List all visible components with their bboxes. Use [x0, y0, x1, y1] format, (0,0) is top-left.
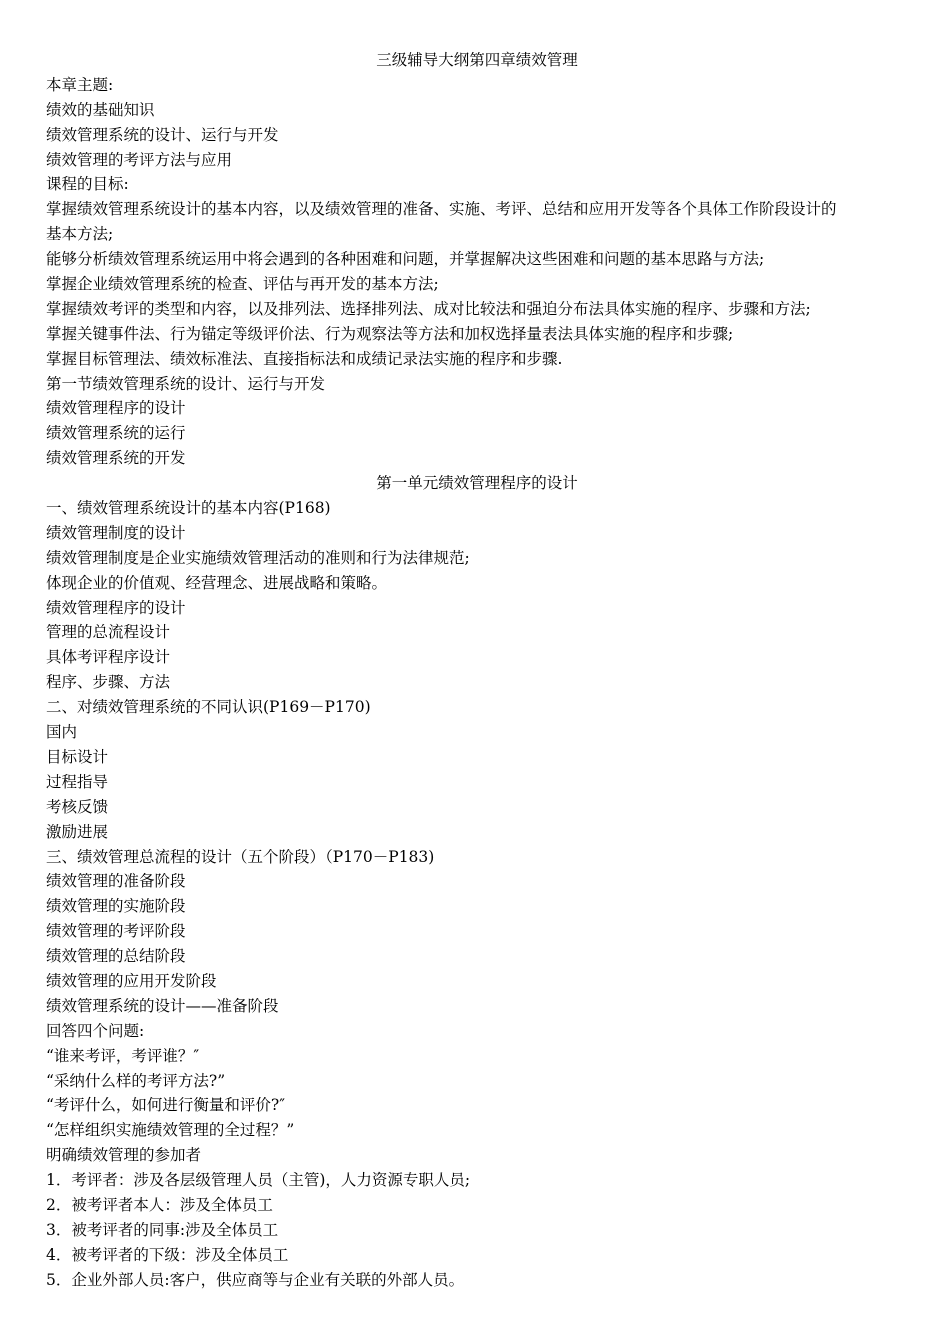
text-line: 4．被考评者的下级：涉及全体员工	[46, 1245, 289, 1264]
text-line: 一、绩效管理系统设计的基本内容(P168)	[46, 499, 331, 518]
text-line: 体现企业的价值观、经营理念、进展战略和策略。	[46, 573, 388, 592]
text-line: “谁来考评，考评谁？″	[46, 1046, 200, 1065]
text-line: 3．被考评者的同事:涉及全体员工	[46, 1220, 279, 1239]
text-line: “采纳什么样的考评方法?”	[46, 1071, 226, 1090]
text-line: 目标设计	[46, 747, 109, 766]
text-line: 绩效管理制度是企业实施绩效管理活动的准则和行为法律规范;	[46, 548, 470, 567]
text-line: 绩效管理的考评阶段	[46, 922, 186, 941]
text-line: 1．考评者：涉及各层级管理人员（主管)，人力资源专职人员;	[46, 1171, 471, 1190]
text-line: 掌握企业绩效管理系统的检查、评估与再开发的基本方法;	[46, 275, 439, 294]
text-line: 考核反馈	[46, 797, 109, 816]
text-line: 二、对绩效管理系统的不同认识(P169－P170)	[46, 698, 371, 717]
text-line: 课程的目标:	[46, 175, 129, 194]
text-line: 过程指导	[46, 772, 109, 791]
text-line: 回答四个问题:	[46, 1021, 145, 1040]
text-line: 2．被考评者本人：涉及全体员工	[46, 1195, 273, 1214]
text-line: 绩效管理系统的开发	[46, 449, 186, 468]
text-line: 程序、步骤、方法	[46, 673, 171, 692]
text-line: 三、绩效管理总流程的设计（五个阶段）（P170－P183)	[46, 847, 435, 866]
text-line: 绩效管理系统的设计——准备阶段	[46, 996, 279, 1015]
text-line: 掌握绩效管理系统设计的基本内容，以及绩效管理的准备、实施、考评、总结和应用开发等各个具体工作阶段设计的	[46, 200, 837, 219]
text-line: 明确绩效管理的参加者	[46, 1146, 202, 1165]
text-line: 绩效管理程序的设计	[46, 598, 186, 617]
document-page	[46, 48, 908, 1293]
text-line: 基本方法;	[46, 225, 114, 244]
text-line: 激励进展	[46, 822, 109, 841]
text-line: 绩效管理系统的运行	[46, 424, 186, 443]
text-line: 第一节绩效管理系统的设计、运行与开发	[46, 374, 326, 393]
text-line: 绩效管理的准备阶段	[46, 872, 186, 891]
section-heading: 第一单元绩效管理程序的设计	[376, 474, 578, 493]
text-line: 掌握关键事件法、行为锚定等级评价法、行为观察法等方法和加权选择量表法具体实施的程序和步骤;	[46, 324, 734, 343]
text-line: 绩效管理的应用开发阶段	[46, 971, 217, 990]
text-line: 绩效管理的总结阶段	[46, 947, 186, 966]
text-line: 国内	[46, 723, 78, 742]
text-line: 具体考评程序设计	[46, 648, 171, 667]
text-line: 绩效管理程序的设计	[46, 399, 186, 418]
text-line: “怎样组织实施绩效管理的全过程？”	[46, 1121, 295, 1140]
section-heading: 三级辅导大纲第四章绩效管理	[376, 51, 578, 69]
text-line: 能够分析绩效管理系统运用中将会遇到的各种困难和问题，并掌握解决这些困难和问题的基本思路与方法;	[46, 250, 765, 269]
text-line: “考评什么，如何进行衡量和评价?″	[46, 1096, 286, 1115]
text-line: 绩效管理的实施阶段	[46, 897, 186, 916]
text-line: 本章主题:	[46, 75, 114, 94]
text-line: 绩效管理系统的设计、运行与开发	[46, 125, 279, 144]
text-line: 5．企业外部人员:客户，供应商等与企业有关联的外部人员。	[46, 1270, 465, 1289]
text-line: 绩效的基础知识	[46, 100, 155, 119]
text-line: 绩效管理制度的设计	[46, 523, 186, 542]
text-line: 绩效管理的考评方法与应用	[46, 150, 233, 169]
text-line: 管理的总流程设计	[46, 623, 171, 642]
text-line: 掌握目标管理法、绩效标准法、直接指标法和成绩记录法实施的程序和步骤.	[46, 349, 563, 368]
text-line: 掌握绩效考评的类型和内容，以及排列法、选择排列法、成对比较法和强迫分布法具体实施的程序、步骤和方法;	[46, 299, 811, 318]
